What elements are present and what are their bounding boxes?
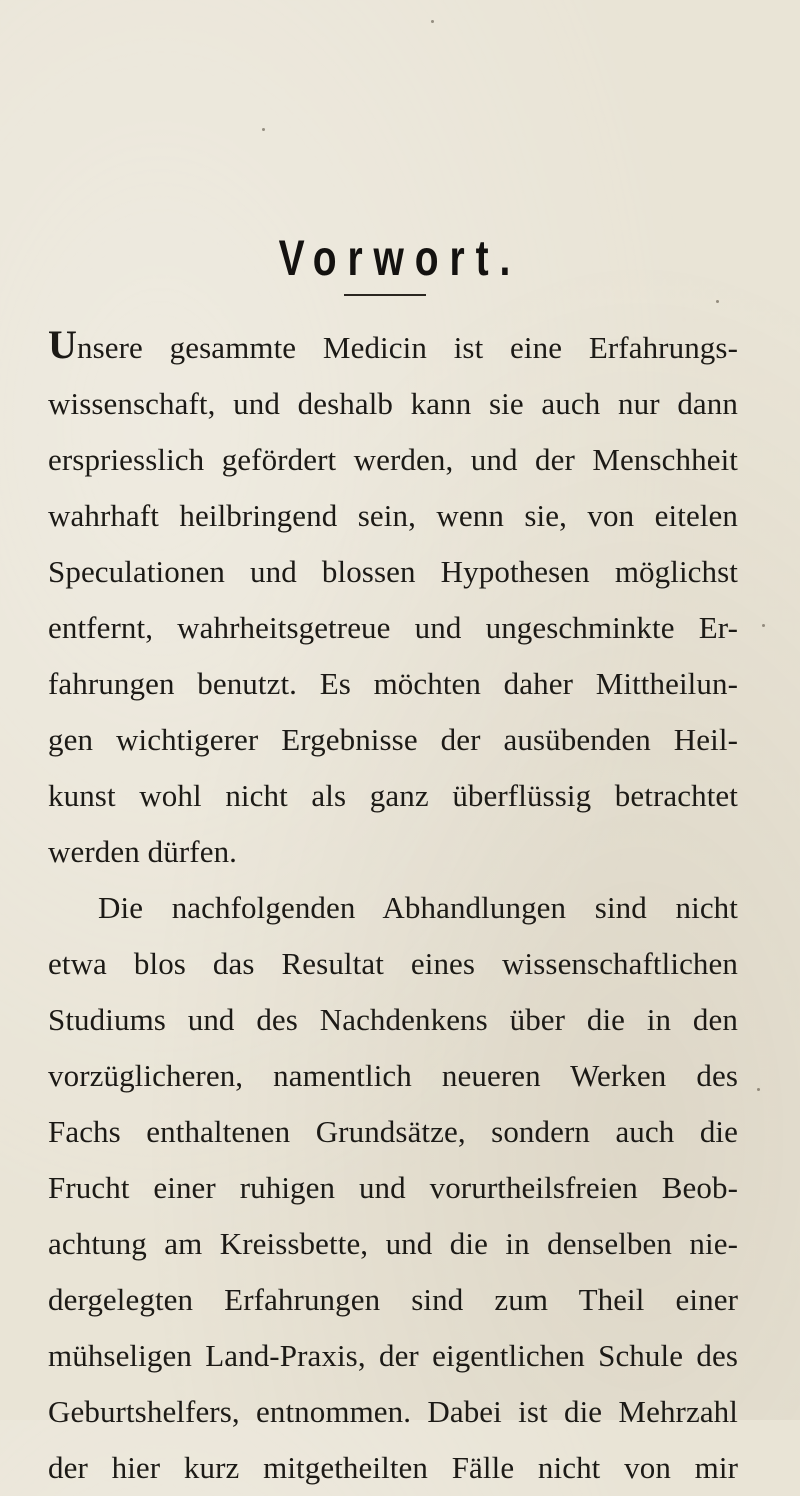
text-line: vorzüglicheren, namentlich neueren Werken des bbox=[48, 1058, 738, 1093]
text-line: werden dürfen. bbox=[48, 834, 238, 869]
text-line: kunst wohl nicht als ganz überflüssig betrachtet bbox=[48, 778, 738, 813]
heading-rule bbox=[344, 294, 426, 296]
text-line: wahrhaft heilbringend sein, wenn sie, von eitelen bbox=[48, 498, 738, 533]
text-line: fahrungen benutzt. Es möchten daher Mittheilun- bbox=[48, 666, 738, 701]
first-line-rest: nsere gesammte Medicin ist eine Erfahrungs- bbox=[77, 330, 738, 365]
text-line: mühseligen Land-Praxis, der eigentlichen Schule des bbox=[48, 1338, 738, 1373]
text-line: Geburtshelfers, entnommen. Dabei ist die Mehrzahl bbox=[48, 1394, 738, 1429]
text-line: Fachs enthaltenen Grundsätze, sondern auch die bbox=[48, 1114, 738, 1149]
text-line: entfernt, wahrheitsgetreue und ungeschminkte Er- bbox=[48, 610, 738, 645]
text-line: der hier kurz mitgetheilten Fälle nicht von mir bbox=[48, 1450, 738, 1485]
paper-speck bbox=[757, 1088, 760, 1091]
text-line: dergelegten Erfahrungen sind zum Theil einer bbox=[48, 1282, 738, 1317]
text-line: achtung am Kreissbette, und die in denselben nie- bbox=[48, 1226, 738, 1261]
paper-speck bbox=[262, 128, 265, 131]
text-line: etwa blos das Resultat eines wissenschaftlichen bbox=[48, 946, 738, 981]
text-line: Die nachfolgenden Abhandlungen sind nicht bbox=[98, 890, 738, 925]
text-line: wissenschaft, und deshalb kann sie auch nur dann bbox=[48, 386, 738, 421]
drop-cap: U bbox=[48, 322, 77, 367]
body-text bbox=[48, 320, 738, 1496]
text-line: Speculationen und blossen Hypothesen möglichst bbox=[48, 554, 738, 589]
paper-speck bbox=[762, 624, 765, 627]
text-line: Frucht einer ruhigen und vorurtheilsfreien Beob- bbox=[48, 1170, 738, 1205]
text-line: Studiums und des Nachdenkens über die in den bbox=[48, 1002, 738, 1037]
text-line: gen wichtigerer Ergebnisse der ausübenden Heil- bbox=[48, 722, 738, 757]
paper-speck bbox=[716, 300, 719, 303]
paper-speck bbox=[431, 20, 434, 23]
page-heading: Vorwort. bbox=[278, 230, 522, 286]
text-line bbox=[48, 320, 738, 376]
text-line: erspriesslich gefördert werden, und der Menschheit bbox=[48, 442, 738, 477]
